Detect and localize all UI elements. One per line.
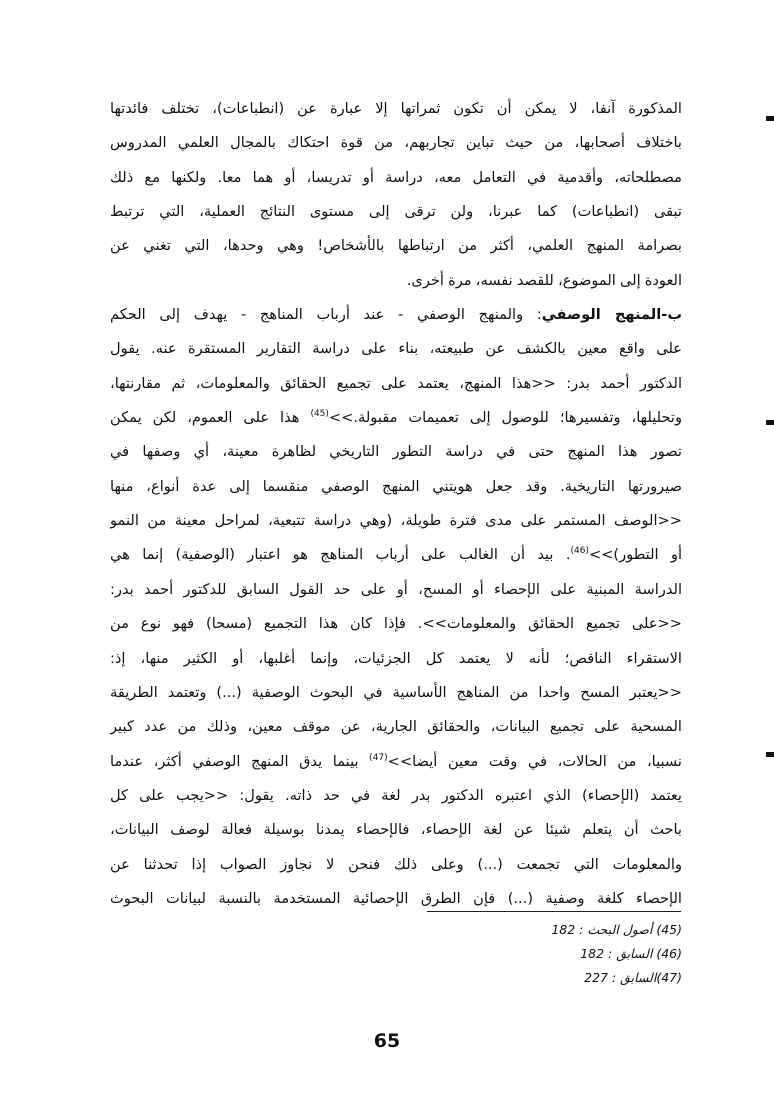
text-line: المذكورة آنفا، لا يمكن أن تكون ثمراتها إلا عبارة عن (انطباعات)، تختلف فائدتها bbox=[110, 100, 682, 117]
text-line: الاستقراء الناقص؛ لأنه لا يعتمد كل الجزئيات، وإنما أغلبها، أو الكثير منها، إذ: bbox=[110, 649, 682, 667]
text-line-with-ref bbox=[110, 401, 682, 435]
footnote-46: (46) السابق : 182 bbox=[580, 946, 682, 961]
margin-mark bbox=[766, 420, 774, 425]
text-line-with-ref bbox=[110, 745, 682, 779]
margin-mark bbox=[766, 116, 774, 121]
text-fragment: بينما يدق المنهج الوصفي أكثر، عندما bbox=[110, 752, 370, 770]
page-number: 65 bbox=[373, 1030, 401, 1052]
text-line: <<يعتبر المسح واحدا من المناهج الأساسية في البحوث الوصفية (...) وتعتمد الطريقة bbox=[110, 683, 682, 701]
text-line: <<على تجميع الحقائق والمعلومات>>. فإذا كان هذا التجميع (مسحا) فهو نوع من bbox=[110, 615, 682, 633]
footnote-47: (47)السابق : 227 bbox=[584, 970, 682, 985]
margin-mark bbox=[766, 752, 774, 757]
footnote-ref-46: (46) bbox=[570, 546, 589, 557]
section-heading: ب-المنهج الوصفي bbox=[541, 306, 682, 324]
text-line: على واقع معين بالكشف عن طبيعته، بناء على دراسة التقارير المستقرة عنه. يقول bbox=[110, 340, 682, 358]
text-fragment: نسبيا، من الحالات، في وقت معين أيضا>> bbox=[387, 752, 682, 770]
text-line: تبقى (انطباعات) كما عبرنا، ولن ترقى إلى مستوى النتائج العملية، التي ترتبط bbox=[110, 203, 682, 221]
text-line-with-ref bbox=[110, 538, 682, 572]
text-line: باختلاف أصحابها، من حيث تباين تجاربهم، من قوة احتكاك بالمجال العلمي المدروس bbox=[110, 134, 682, 152]
text-fragment: وتحليلها، وتفسيرها؛ للوصول إلى تعميمات مقبولة.>> bbox=[328, 409, 682, 427]
text-line: <<الوصف المستمر على مدى فترة طويلة، (وهي دراسة تتبعية، لمراحل معينة من النمو bbox=[110, 512, 682, 530]
section-first-line bbox=[110, 298, 682, 332]
text-line: العودة إلى الموضوع، للقصد نفسه، مرة أخرى. bbox=[406, 271, 682, 289]
text-line: المسحية على تجميع البيانات، والحقائق الجارية، عن موقف معين، وذلك من عدد كبير bbox=[110, 718, 682, 736]
footnote-ref-47: (47) bbox=[369, 752, 388, 763]
text-line: بصرامة المنهج العلمي، أكثر من ارتباطها بالأشخاص! وهي وحدها، التي تغني عن bbox=[110, 237, 682, 255]
body-text bbox=[110, 92, 682, 916]
text-fragment: : والمنهج الوصفي - عند أرباب المناهج - يهدف إلى الحكم bbox=[110, 306, 542, 324]
text-line: مصطلحاته، وأقدمية في التعامل معه، دراسة أو تدريسا، أو هما معا. ولكنها مع ذلك bbox=[110, 168, 682, 186]
text-line: صيرورتها التاريخية. وقد جعل هويتني المنهج الوصفي منقسما إلى عدة أنواع، منها bbox=[110, 477, 682, 495]
footnotes bbox=[427, 918, 682, 990]
text-fragment: . بيد أن الغالب على أرباب المناهج هو اعتبار (الوصفية) إنما هي bbox=[110, 546, 571, 564]
text-line: الإحصاء كلغة وصفية (...) فإن الطرق الإحصائية المستخدمة بالنسبة لبيانات البحوث bbox=[110, 889, 682, 907]
text-fragment: أو التطور)>> bbox=[588, 546, 682, 564]
text-line: الدراسة المبنية على الإحصاء أو المسح، أو على حد القول السابق للدكتور أحمد بدر: bbox=[110, 580, 682, 598]
text-line: الدكتور أحمد بدر: <<هذا المنهج، يعتمد على تجميع الحقائق والمعلومات، ثم مقارنتها، bbox=[110, 374, 682, 392]
text-line: والمعلومات التي تجمعت (...) وعلى ذلك فنحن لا نجاوز الصواب إذا تحدثنا عن bbox=[110, 855, 682, 873]
footnote-ref-45: (45) bbox=[310, 409, 329, 420]
text-line: يعتمد (الإحصاء) الذي اعتبره الدكتور بدر لغة في حد ذاته. يقول: <<يجب على كل bbox=[110, 786, 682, 804]
text-line: تصور هذا المنهج حتى في دراسة التطور التاريخي لظاهرة معينة، أي وصفها في bbox=[110, 443, 682, 461]
text-fragment: هذا على العموم، لكن يمكن bbox=[110, 409, 311, 427]
text-line: باحث أن يتعلم شيئا عن لغة الإحصاء، فالإحصاء يمدنا بوسيلة فعالة لوصف البيانات، bbox=[110, 821, 682, 839]
footnote-divider bbox=[427, 911, 681, 912]
footnote-45: (45) أصول البحث : 182 bbox=[551, 922, 682, 937]
